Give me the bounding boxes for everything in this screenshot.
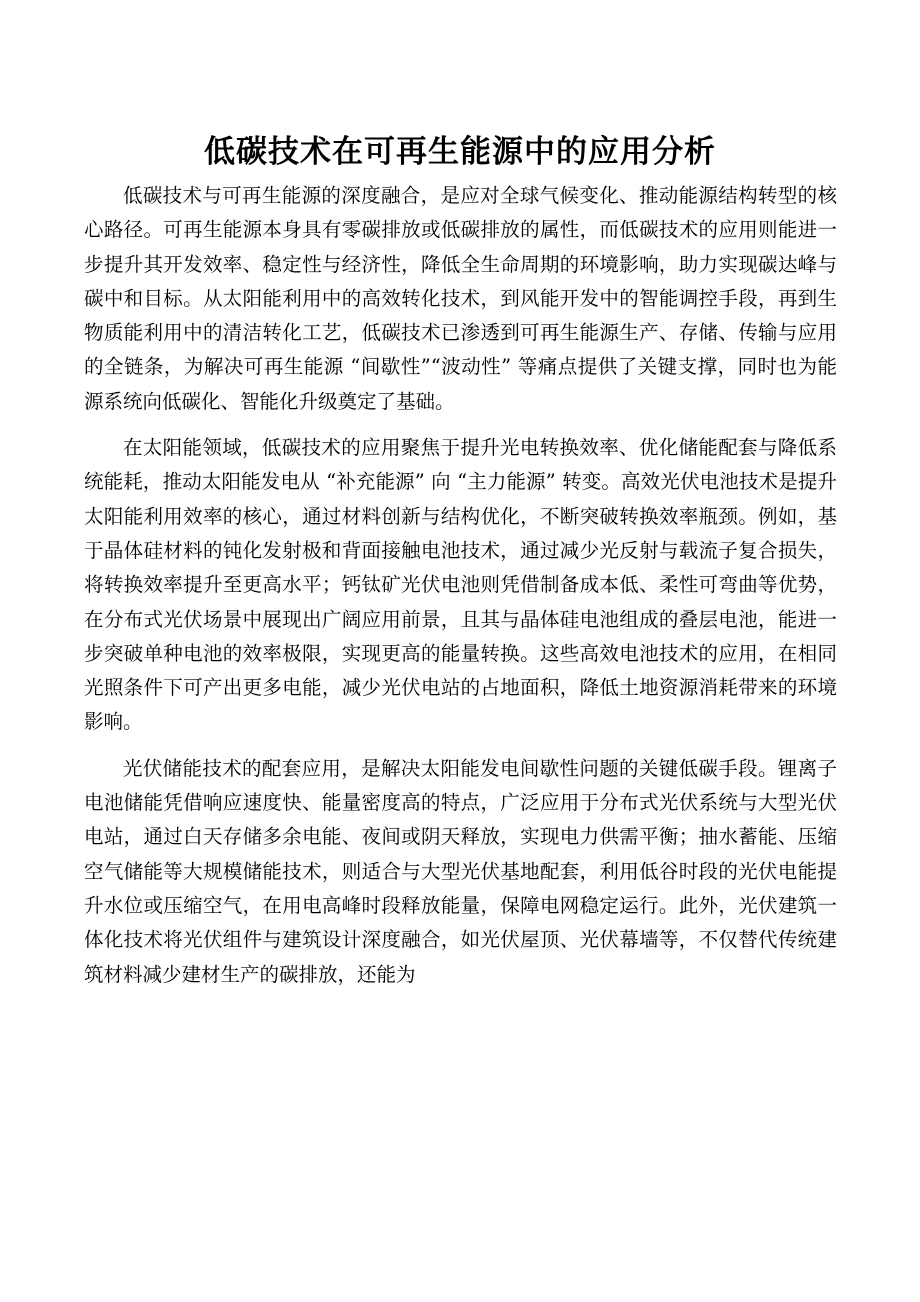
document-title: 低碳技术在可再生能源中的应用分析 — [204, 134, 716, 170]
paragraph-storage: 光伏储能技术的配套应用，是解决太阳能发电间歇性问题的关键低碳手段。锂离子电池储能凭借响应速度快、能量密度高的特点，广泛应用于分布式光伏系统与大型光伏电站，通过白天存储多余电能、夜间或阴天释放，实现电力供需平衡；抽水蓄能、压缩空气储能等大规模储能技术，则适合与大型光伏基地配套，利用低谷时段的光伏电能提升水位或压缩空气，在用电高峰时段释放能量，保障电网稳定运行。此外，光伏建筑一体化技术将光伏组件与建筑设计深度融合，如光伏屋顶、光伏幕墙等，不仅替代传统建筑材料减少建材生产的碳排放，还能为 — [84, 756, 837, 986]
paragraph-solar: 在太阳能领域，低碳技术的应用聚焦于提升光电转换效率、优化储能配套与降低系统能耗，推动太阳能发电从 “补充能源” 向 “主力能源” 转变。高效光伏电池技术是提升太阳能利用效率的核心，通过材料创新与结构优化，不断突破转换效率瓶颈。例如，基于晶体硅材料的钝化发射极和背面接触电池技术，通过减少光反射与载流子复合损失，将转换效率提升至更高水平；钙钛矿光伏电池则凭借制备成本低、柔性可弯曲等优势，在分布式光伏场景中展现出广阔应用前景，且其与晶体硅电池组成的叠层电池，能进一步突破单种电池的效率极限，实现更高的能量转换。这些高效电池技术的应用，在相同光照条件下可产出更多电能，减少光伏电站的占地面积，降低土地资源消耗带来的环境影响。 — [84, 436, 837, 734]
document-body — [84, 179, 837, 1004]
paragraph-intro: 低碳技术与可再生能源的深度融合，是应对全球气候变化、推动能源结构转型的核心路径。可再生能源本身具有零碳排放或低碳排放的属性，而低碳技术的应用则能进一步提升其开发效率、稳定性与经济性，降低全生命周期的环境影响，助力实现碳达峰与碳中和目标。从太阳能利用中的高效转化技术，到风能开发中的智能调控手段，再到生物质能利用中的清洁转化工艺，低碳技术已渗透到可再生能源生产、存储、传输与应用的全链条，为解决可再生能源 “间歇性”“波动性” 等痛点提供了关键支撑，同时也为能源系统向低碳化、智能化升级奠定了基础。 — [84, 184, 837, 413]
